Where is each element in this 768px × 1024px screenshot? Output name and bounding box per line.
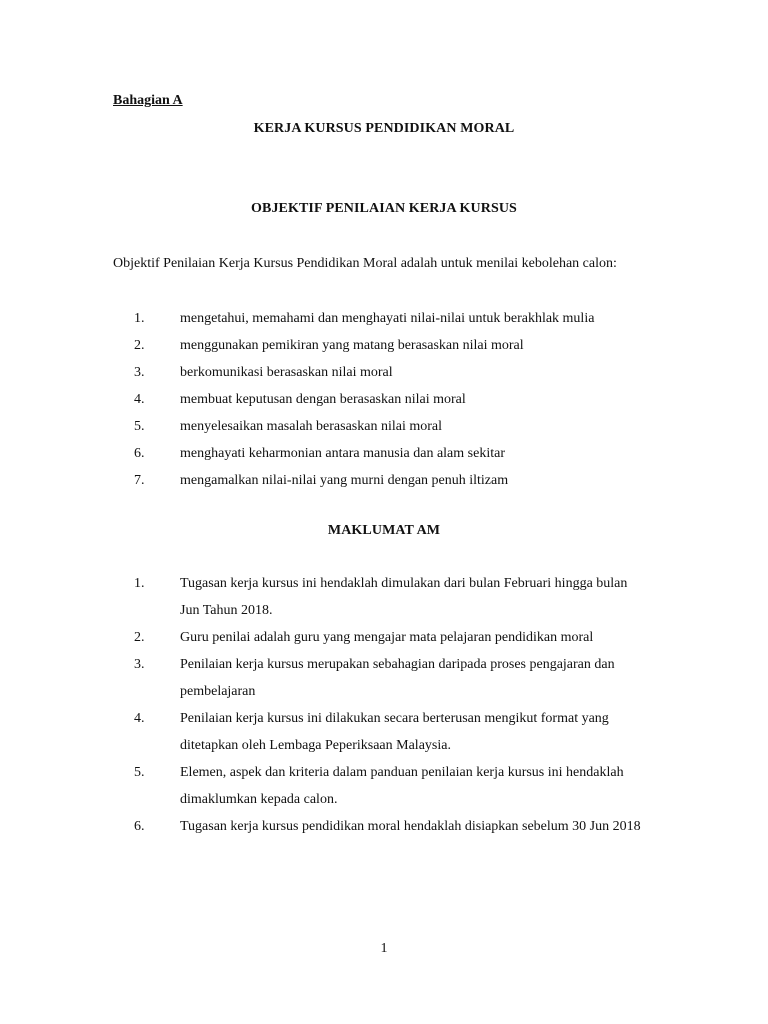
info-item bbox=[0, 570, 768, 624]
item-number: 6. bbox=[134, 446, 145, 461]
objective-item bbox=[0, 305, 768, 332]
info-item bbox=[0, 624, 768, 651]
item-text: berkomunikasi berasaskan nilai moral bbox=[180, 365, 393, 380]
item-text: Elemen, aspek dan kriteria dalam panduan penilaian kerja kursus ini hendaklah dimaklumkan kepada calon. bbox=[180, 765, 624, 807]
item-text: mengamalkan nilai-nilai yang murni dengan penuh iltizam bbox=[180, 473, 509, 488]
objectives-list bbox=[0, 305, 768, 494]
info-item bbox=[0, 759, 768, 813]
intro-paragraph: Objektif Penilaian Kerja Kursus Pendidikan Moral adalah untuk menilai kebolehan calon: bbox=[113, 256, 617, 271]
item-number: 4. bbox=[134, 392, 145, 407]
item-number: 7. bbox=[134, 473, 145, 488]
item-number: 1. bbox=[134, 576, 145, 591]
item-number: 2. bbox=[134, 630, 145, 645]
item-text: menghayati keharmonian antara manusia dan alam sekitar bbox=[180, 446, 505, 461]
item-text: Tugasan kerja kursus pendidikan moral hendaklah disiapkan sebelum 30 Jun 2018 bbox=[180, 819, 641, 834]
item-text: menggunakan pemikiran yang matang berasaskan nilai moral bbox=[180, 338, 524, 353]
objective-item bbox=[0, 467, 768, 494]
item-number: 2. bbox=[134, 338, 145, 353]
item-text: mengetahui, memahami dan menghayati nilai-nilai untuk berakhlak mulia bbox=[180, 311, 595, 326]
info-item bbox=[0, 705, 768, 759]
objective-item bbox=[0, 386, 768, 413]
item-text: Tugasan kerja kursus ini hendaklah dimulakan dari bulan Februari hingga bulan Jun Tahun 2018. bbox=[180, 576, 628, 618]
section-label: Bahagian A bbox=[113, 93, 183, 108]
objective-heading: OBJEKTIF PENILAIAN KERJA KURSUS bbox=[251, 201, 517, 216]
objective-item bbox=[0, 359, 768, 386]
item-number: 3. bbox=[134, 365, 145, 380]
item-number: 1. bbox=[134, 311, 145, 326]
item-text: membuat keputusan dengan berasaskan nilai moral bbox=[180, 392, 466, 407]
item-number: 5. bbox=[134, 419, 145, 434]
info-list bbox=[0, 570, 768, 840]
info-heading: MAKLUMAT AM bbox=[327, 523, 441, 538]
objective-item bbox=[0, 332, 768, 359]
item-text: Penilaian kerja kursus ini dilakukan secara berterusan mengikut format yang ditetapkan oleh Lembaga Peperiksaan Malaysia. bbox=[180, 711, 609, 753]
item-number: 5. bbox=[134, 765, 145, 780]
item-number: 4. bbox=[134, 711, 145, 726]
info-item bbox=[0, 651, 768, 705]
item-text: menyelesaikan masalah berasaskan nilai moral bbox=[180, 419, 443, 434]
item-text: Penilaian kerja kursus merupakan sebahagian daripada proses pengajaran dan pembelajaran bbox=[180, 657, 615, 699]
objective-item bbox=[0, 440, 768, 467]
item-number: 3. bbox=[134, 657, 145, 672]
item-number: 6. bbox=[134, 819, 145, 834]
document-title: KERJA KURSUS PENDIDIKAN MORAL bbox=[253, 121, 515, 136]
page-number: 1 bbox=[380, 941, 388, 956]
item-text: Guru penilai adalah guru yang mengajar mata pelajaran pendidikan moral bbox=[180, 630, 594, 645]
info-item bbox=[0, 813, 768, 840]
objective-item bbox=[0, 413, 768, 440]
